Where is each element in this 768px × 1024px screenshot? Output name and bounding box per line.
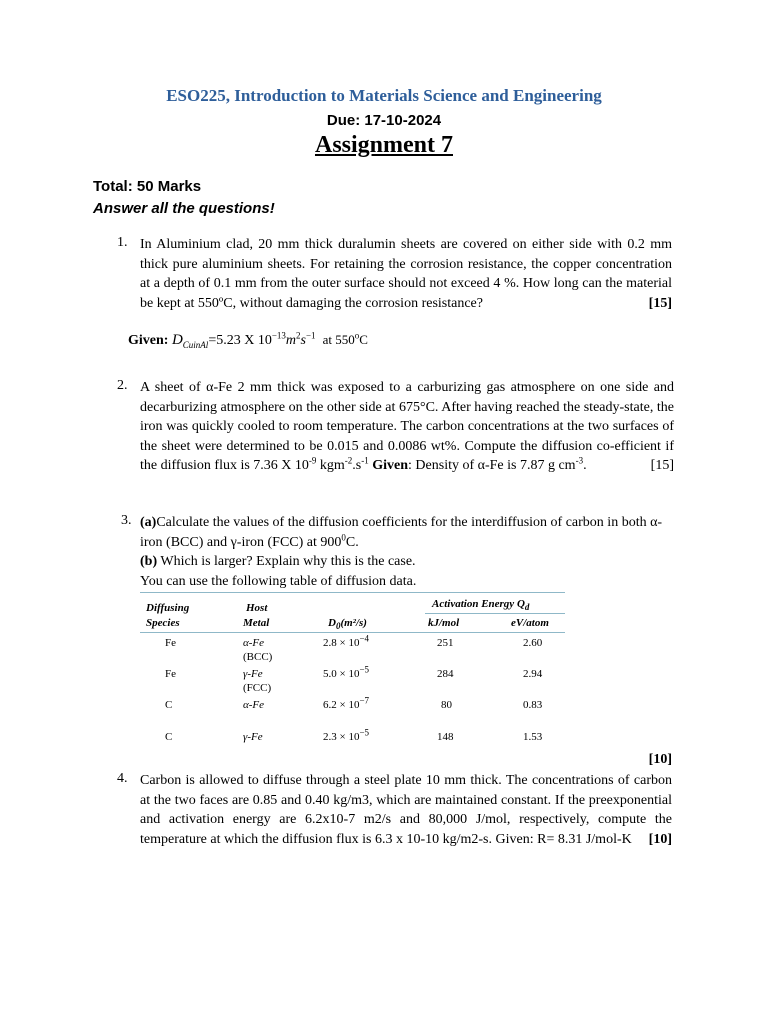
question-4	[140, 771, 672, 849]
table-row-4-ev: 1.53	[523, 731, 543, 743]
table-row-3-d0-exp: −7	[359, 695, 370, 706]
q1-given-exp: −13	[271, 330, 286, 341]
table-row-2-d0	[323, 664, 370, 680]
table-row-4-d0	[323, 727, 370, 743]
q1-given-at: at 550	[322, 332, 355, 347]
table-row-2-ev: 2.94	[523, 668, 543, 680]
q2-given-text: : Density of α-Fe is 7.87 g cm	[408, 458, 576, 473]
table-header-host-2: Metal	[243, 617, 270, 629]
q1-given-label: Given:	[128, 333, 169, 348]
q3-a-label: (a)	[140, 515, 157, 530]
table-row-4-host: γ-Fe	[243, 731, 263, 743]
table-row-2-d0-exp: −5	[359, 664, 370, 675]
table-row-4-d0-mant: 2.3 × 10	[323, 731, 360, 743]
table-row-2-host2: (FCC)	[243, 682, 272, 694]
q2-exp-m: -2	[344, 455, 353, 466]
q1-text: In Aluminium clad, 20 mm thick duralumin sheets are covered on either side with 0.2 mm thick pure aluminium sheets. For retaining the corrosion resistance, the copper concentration at a depth of 0.1 mm from the outer surface should not exceed 4 %. How long can the material be kept at 550ºC, without damaging the corrosion resistance?	[140, 237, 672, 311]
table-row-1-host: α-Fe	[243, 637, 265, 649]
table-header-host-1: Host	[246, 602, 268, 614]
due-date: Due: 17-10-2024	[326, 112, 442, 129]
table-header-d0	[328, 617, 367, 632]
q2-text-a: A sheet of α-Fe 2 mm thick was exposed to a carburizing gas atmosphere on one side and decarburizing atmosphere on the other side at 675°C. After having reached the steady-state, the iron was quickly cooled to room temperature. The carbon concentrations at the two surfaces of the sheet were determined to be 0.015 and 0.0086 wt%. Compute the diffusion co-efficient if the diffusion flux is 7.36 X 10	[140, 380, 674, 473]
table-row-1-host2: (BCC)	[243, 651, 273, 663]
table-row-3-ev: 0.83	[523, 699, 543, 711]
q4-marks: [10]	[648, 831, 672, 847]
q3-b-label: (b)	[140, 554, 158, 569]
q4-text: Carbon is allowed to diffuse through a steel plate 10 mm thick. The concentrations of carbon at the two faces are 0.85 and 0.40 kg/m3, which are maintained constant. If the preexponential and activation energy are 6.2x10-7 m2/s and 80,000 J/mol, respectively, compute the temperature at which the diffusion flux is 6.3 x 10-10 kg/m2-s. Given: R= 8.31 J/mol-K	[140, 773, 672, 847]
table-header-activation	[432, 598, 530, 613]
q1-given	[128, 332, 368, 349]
q3-marks: [10]	[648, 752, 672, 767]
table-row-3-d0-mant: 6.2 × 10	[323, 699, 360, 711]
assignment-title: Assignment 7	[314, 132, 453, 158]
table-header-rule	[140, 632, 565, 633]
table-row-1-kj: 251	[437, 637, 454, 649]
question-1	[140, 235, 672, 313]
table-row-3-d0	[323, 695, 370, 711]
table-row-1-d0-exp: −4	[359, 633, 370, 644]
table-header-activation-sub: d	[524, 602, 530, 613]
q1-marks: [15]	[648, 295, 672, 311]
table-row-1-d0	[323, 633, 370, 649]
q2-end: .	[583, 458, 587, 473]
q1-given-deg: o	[354, 330, 360, 341]
table-top-rule	[140, 592, 565, 593]
course-title: ESO225, Introduction to Materials Science and Engineering	[166, 86, 602, 105]
q3-b-text: Which is larger? Explain why this is the case.	[157, 554, 416, 569]
q1-given-d: D	[171, 332, 183, 348]
q1-number: 1.	[117, 235, 128, 250]
question-2	[140, 378, 674, 476]
q3-number: 3.	[121, 513, 132, 528]
q2-exp-flux: -9	[308, 455, 317, 466]
q1-given-m-exp: 2	[296, 330, 301, 341]
table-header-d0-sub: 0	[335, 621, 341, 632]
table-row-1-d0-mant: 2.8 × 10	[323, 637, 360, 649]
table-row-2-kj: 284	[437, 668, 454, 680]
q1-given-s-exp: −1	[305, 330, 316, 341]
q2-text-b: kgm	[319, 458, 345, 473]
q1-given-unit: C	[359, 332, 368, 347]
table-header-activation-text: Activation Energy Q	[432, 598, 525, 610]
q2-given-label: Given	[372, 458, 409, 473]
table-header-species-1: Diffusing	[146, 602, 190, 614]
table-header-d0-unit: (m²/s)	[340, 617, 367, 629]
instruction: Answer all the questions!	[93, 200, 275, 217]
table-row-2-host: γ-Fe	[243, 668, 263, 680]
table-row-2-species: Fe	[165, 668, 176, 680]
q3-a-deg: 0	[341, 531, 346, 542]
table-sub-rule	[425, 613, 565, 614]
table-row-3-host: α-Fe	[243, 699, 265, 711]
q2-exp-cm: -3	[575, 455, 584, 466]
q3-a-unit: C.	[345, 534, 359, 550]
table-header-d0-letter: D	[328, 617, 336, 629]
q4-number: 4.	[117, 771, 128, 786]
table-row-2-d0-mant: 5.0 × 10	[323, 668, 360, 680]
table-row-4-species: C	[165, 731, 173, 743]
table-header-species-2: Species	[146, 617, 180, 629]
question-3	[140, 513, 680, 591]
q2-exp-s: -1	[361, 455, 369, 466]
q2-marks: [15]	[650, 458, 674, 473]
table-header-ev: eV/atom	[511, 617, 549, 629]
table-row-4-kj: 148	[437, 731, 454, 743]
table-row-3-species: C	[165, 699, 173, 711]
q2-text-c: .s	[352, 458, 362, 473]
q1-given-s: s	[300, 333, 306, 348]
q3-a-text: Calculate the values of the diffusion coefficients for the interdiffusion of carbon in both α-iron (BCC) and γ-iron (FCC) at 900	[140, 515, 663, 550]
table-row-4-d0-exp: −5	[359, 727, 370, 738]
q1-given-value: =5.23 X 10	[208, 333, 272, 348]
table-header-kj: kJ/mol	[428, 617, 460, 629]
q3-table-intro: You can use the following table of diffusion data.	[140, 573, 417, 589]
table-row-1-species: Fe	[165, 637, 176, 649]
table-row-3-kj: 80	[441, 699, 452, 711]
q1-given-m: m	[285, 333, 297, 348]
q1-given-sub: CuinAl	[182, 339, 209, 350]
table-row-1-ev: 2.60	[523, 637, 543, 649]
total-marks: Total: 50 Marks	[93, 178, 202, 195]
q2-number: 2.	[117, 378, 128, 393]
